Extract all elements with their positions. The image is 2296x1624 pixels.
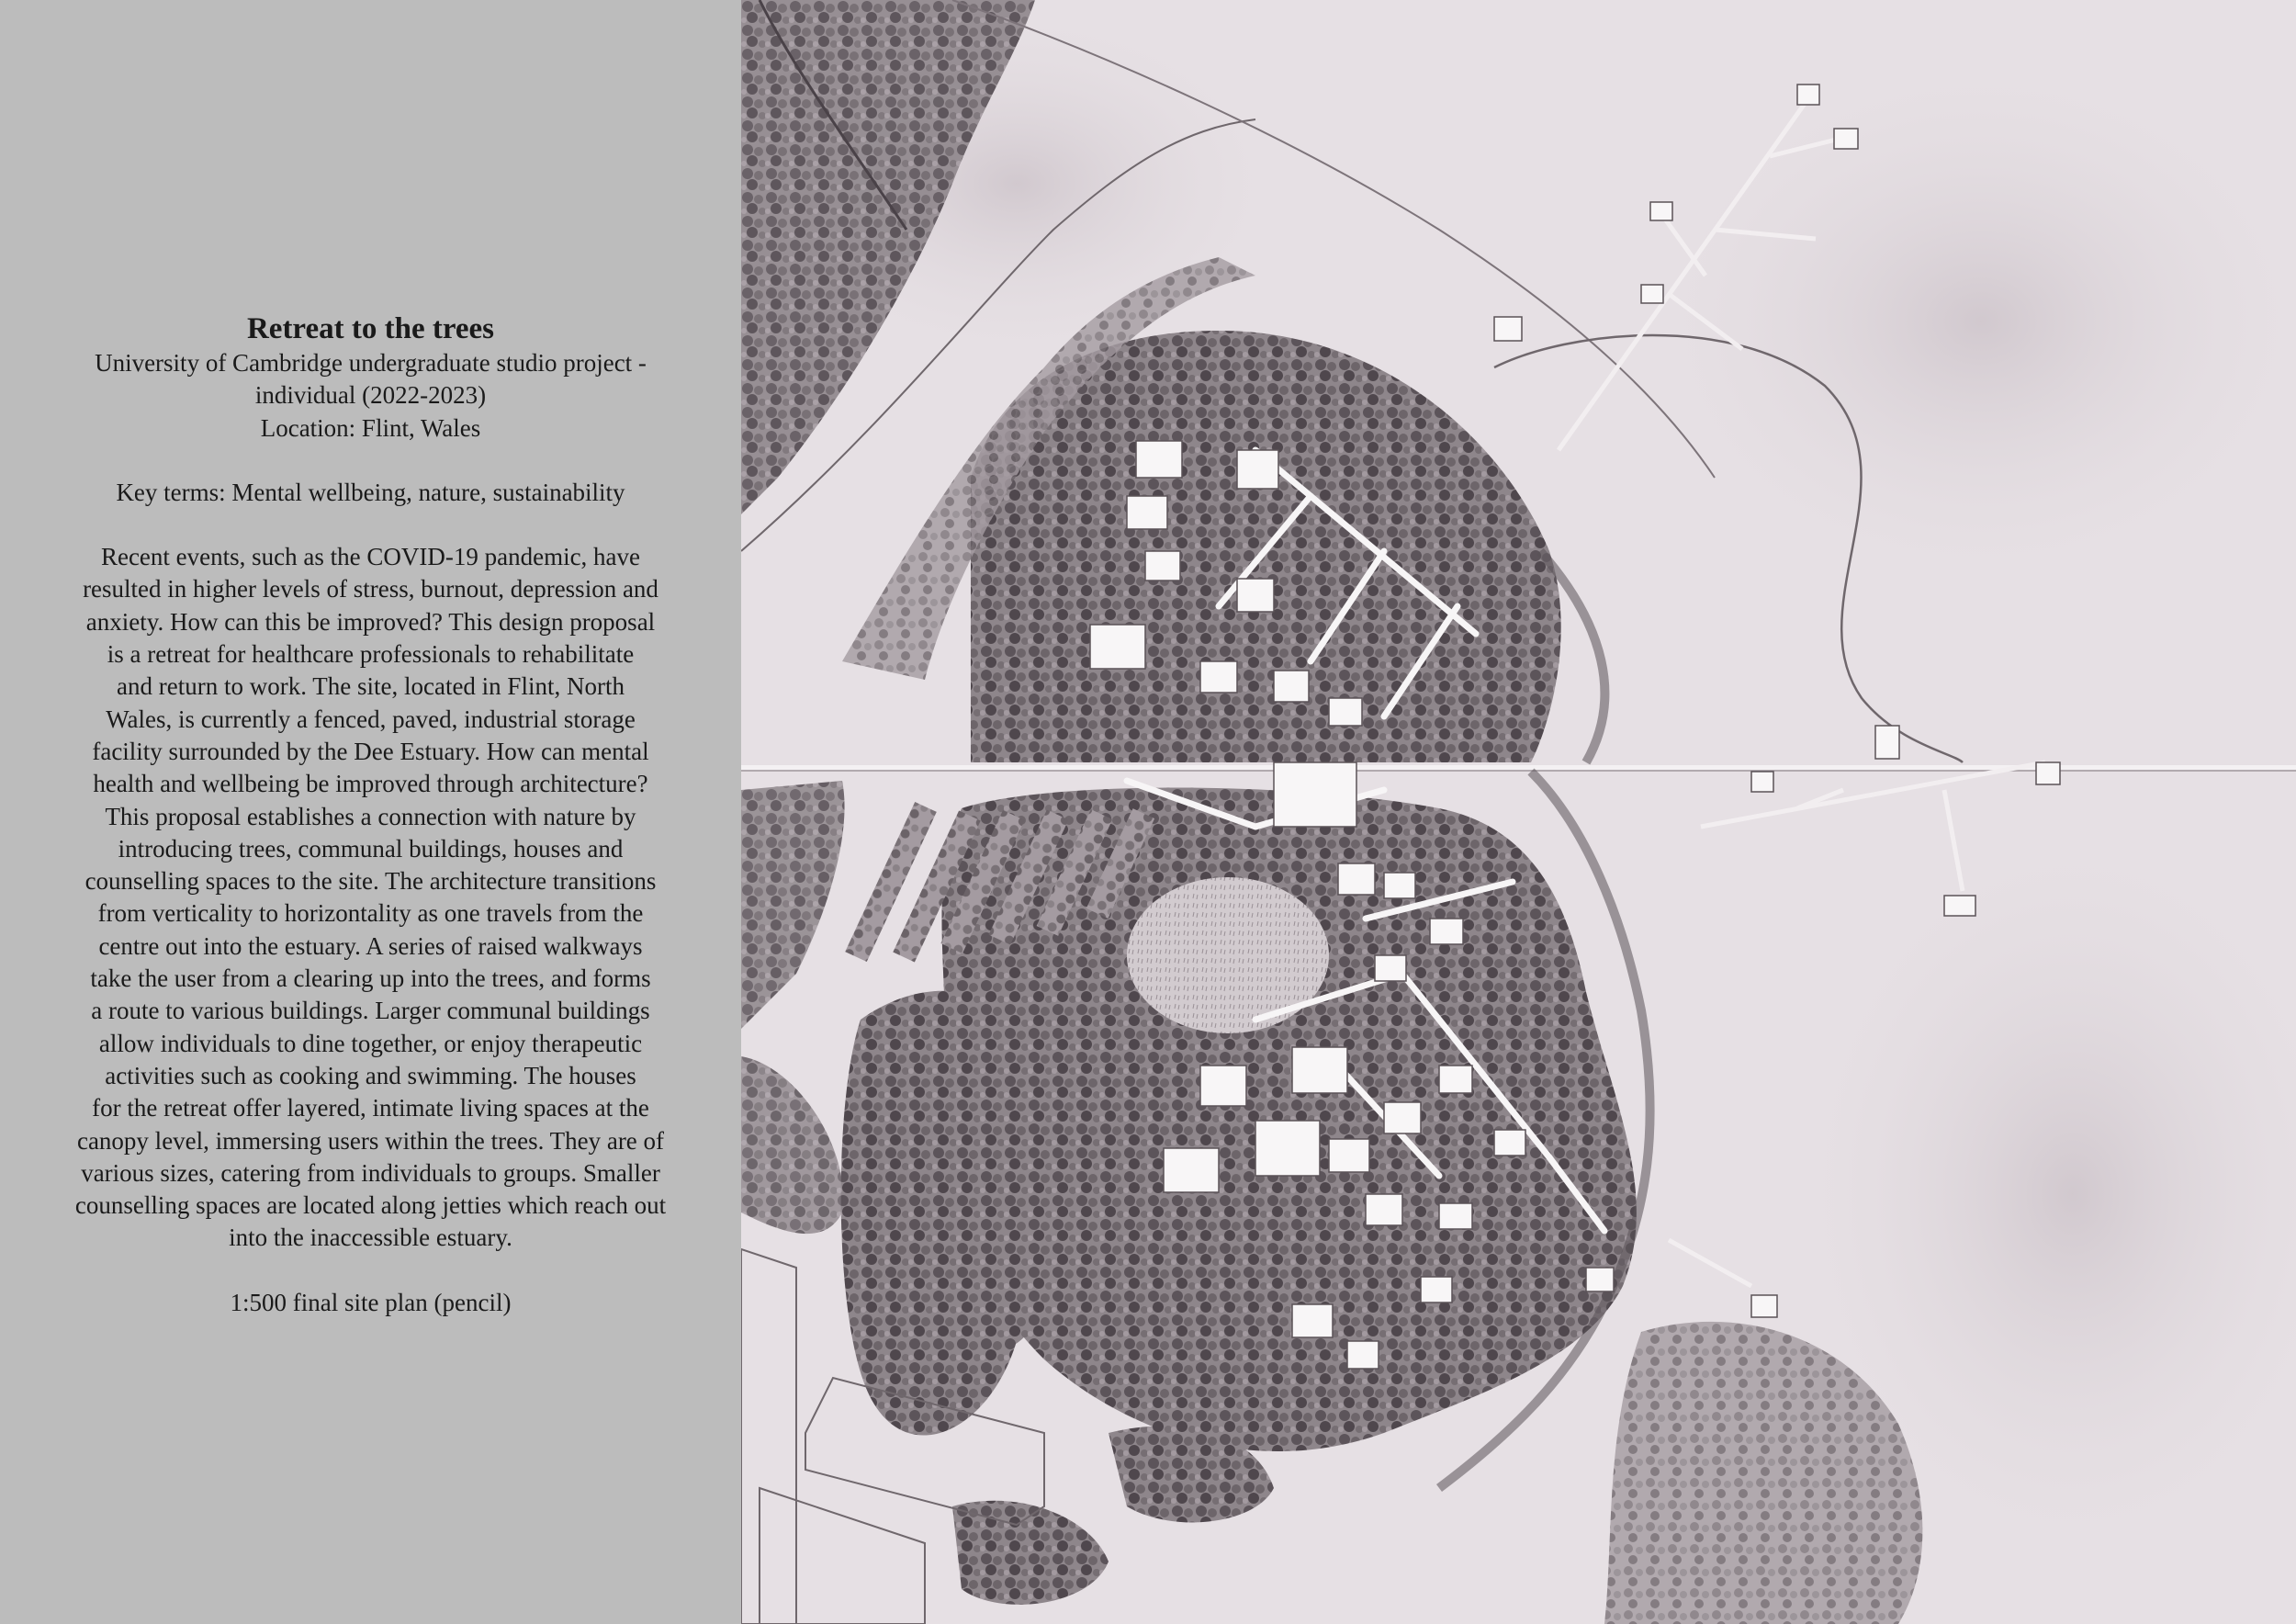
site-plan-svg [741,0,2296,1624]
description-line: from verticality to horizontality as one travels from the [97,899,644,928]
subtitle-line: University of Cambridge undergraduate studio project - [95,349,647,377]
description-line: resulted in higher levels of stress, burnout, depression and [83,575,658,603]
description-line: activities such as cooking and swimming. The houses [105,1061,636,1089]
description-line: facility surrounded by the Dee Estuary. How can mental [92,737,649,765]
description-line: into the inaccessible estuary. [229,1224,512,1252]
description-line: take the user from a clearing up into the trees, and forms [90,964,651,993]
description-line: Wales, is currently a fenced, paved, industrial storage [106,705,636,733]
description-line: allow individuals to dine together, or enjoy therapeutic [98,1029,643,1057]
project-description-block [37,310,704,1319]
description-line: various sizes, catering from individuals to groups. Smaller [81,1158,660,1187]
description-line: for the retreat offer layered, intimate living spaces at the [92,1094,649,1122]
key-terms: Key terms: Mental wellbeing, nature, sustainability [116,478,625,506]
subtitle-line: individual (2022-2023) [254,381,487,410]
central-clearing [1127,877,1329,1033]
description-line: anxiety. How can this be improved? This design proposal [85,607,656,636]
description-line: Recent events, such as the COVID-19 pandemic, have [100,543,641,571]
description-line: a route to various buildings. Larger communal buildings [91,997,650,1025]
project-title: Retreat to the trees [246,312,495,345]
description-line: counselling spaces are located along jetties which reach out [74,1191,667,1220]
description-line: centre out into the estuary. A series of raised walkways [98,931,643,960]
description-line: counselling spaces to the site. The architecture transitions [84,867,657,896]
description-line: This proposal establishes a connection with nature by [105,802,636,830]
description-line: canopy level, immersing users within the trees. They are of [76,1126,665,1155]
description-line: health and wellbeing be improved through architecture? [93,770,648,798]
drawing-caption: 1:500 final site plan (pencil) [230,1288,512,1316]
description-line: introducing trees, communal buildings, houses and [118,834,624,863]
site-plan-drawing [741,0,2296,1624]
text-panel [0,0,741,1624]
location-line: Location: Flint, Wales [260,413,481,442]
sheet-seam [741,765,2296,771]
description-paragraph [37,541,704,1255]
description-line: is a retreat for healthcare professionals to rehabilitate [107,640,635,669]
description-line: and return to work. The site, located in Flint, North [117,672,625,701]
